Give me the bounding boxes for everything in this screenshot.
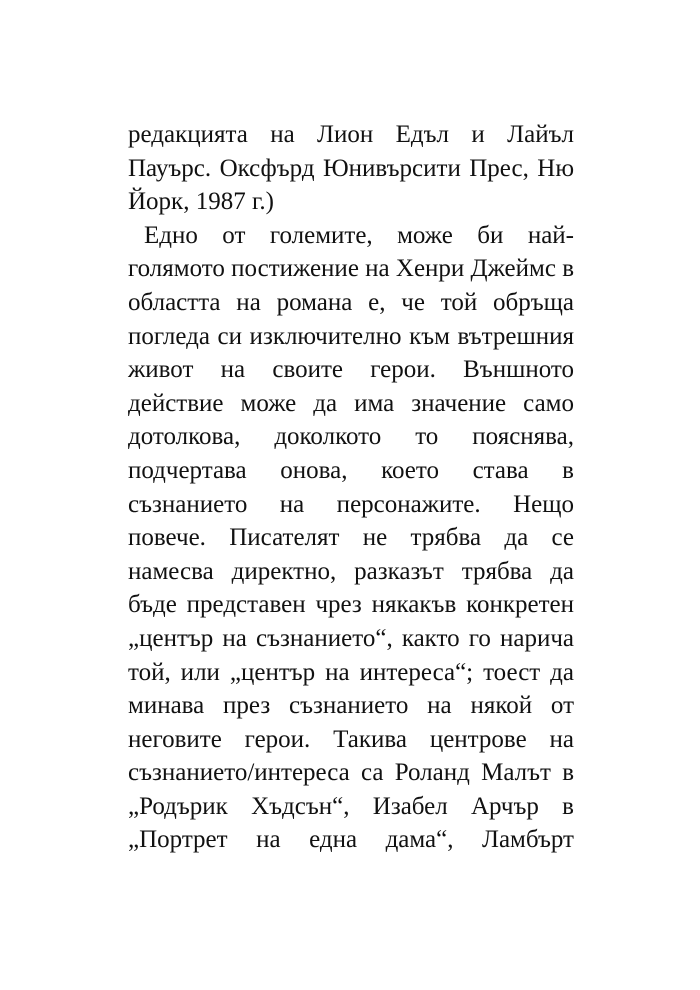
text-line: редакцията на Лион Едъл и Лайъл [128,121,574,148]
text-line: повече. Писателят не трябва да се [128,524,574,552]
text-line: намесва директно, разказът трябва да [128,557,574,585]
text-line: „Портрет на една дама“, Ламбърт [128,826,574,854]
paragraph-first-line: Едно от големите, може би най- [144,221,574,249]
text-line: дотолкова, доколкото то пояснява, [128,423,574,451]
text-line: живот на своите герои. Външното [128,356,574,384]
text-line: областта на романа е, че той обръща [128,288,574,316]
text-line: подчертава онова, което става в [128,456,574,484]
text-line: неговите герои. Такива центрове на [128,725,574,753]
text-line: погледа си изключително към вътрешния [128,322,574,350]
text-line: „център на съзнанието“, както го нарича [128,624,574,652]
body-text [128,118,574,857]
text-line: бъде представен чрез някакъв конкретен [128,591,574,619]
text-line: минава през съзнанието на някой от [128,692,574,720]
text-line: той, или „център на интереса“; тоест да [128,658,574,686]
text-line: Йорк, 1987 г.) [128,188,274,216]
text-line: Пауърс. Оксфърд Юнивърсити Прес, Ню [128,154,574,182]
text-line: съзнанието/интереса са Роланд Малът в [128,759,574,787]
text-line: голямото постижение на Хенри Джеймс в [128,255,574,283]
text-line: съзнанието на персонажите. Нещо [128,490,574,518]
text-line: „Родърик Хъдсън“, Изабел Арчър в [128,792,574,820]
text-line: действие може да има значение само [128,389,574,417]
